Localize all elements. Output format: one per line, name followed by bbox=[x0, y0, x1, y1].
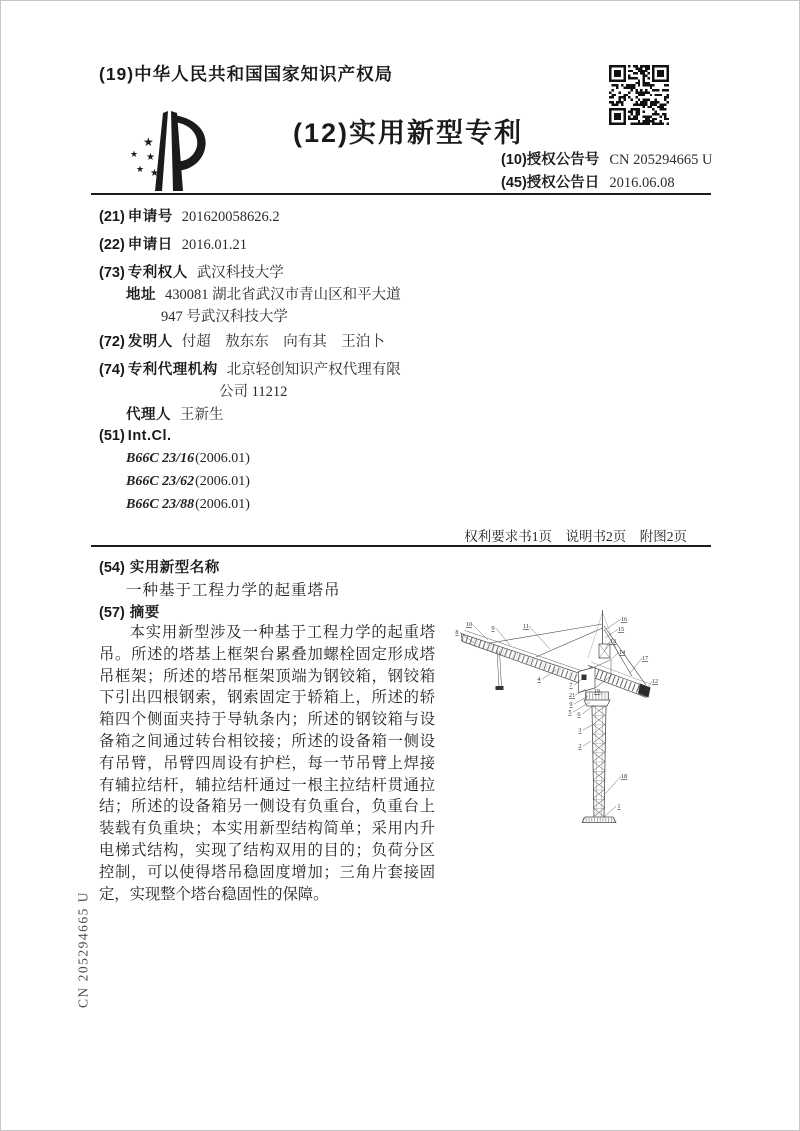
qr-module bbox=[611, 101, 613, 103]
qr-module bbox=[643, 79, 645, 81]
qr-module bbox=[643, 84, 645, 86]
qr-module bbox=[647, 99, 649, 101]
counterweight-block bbox=[638, 684, 651, 698]
qr-module bbox=[643, 120, 645, 122]
star-icon: ★ bbox=[150, 168, 159, 179]
qr-module bbox=[635, 113, 637, 115]
qr-module bbox=[628, 75, 630, 77]
leader-line bbox=[472, 624, 488, 640]
figure-label: 9 bbox=[569, 701, 573, 708]
qr-module bbox=[645, 70, 647, 72]
figure-label: 3 bbox=[578, 727, 582, 734]
star-icon: ★ bbox=[143, 135, 154, 149]
qr-module bbox=[638, 111, 640, 113]
trolley-hoist bbox=[496, 651, 504, 690]
qr-module bbox=[614, 94, 616, 96]
logo-left-bar bbox=[155, 111, 168, 191]
qr-module bbox=[657, 89, 659, 91]
qr-module bbox=[657, 123, 659, 125]
qr-module bbox=[645, 120, 647, 122]
qr-module bbox=[631, 87, 633, 89]
qr-module bbox=[647, 67, 649, 69]
qr-module bbox=[638, 103, 640, 105]
invention-title: 一种基于工程力学的起重塔吊 bbox=[126, 582, 341, 599]
qr-module bbox=[626, 84, 628, 86]
qr-module bbox=[659, 120, 661, 122]
qr-module bbox=[621, 96, 623, 98]
ipc-code-row: B66C 23/62(2006.01) bbox=[126, 474, 250, 489]
qr-module bbox=[650, 103, 652, 105]
qr-module bbox=[623, 87, 625, 89]
pub-date-label: (45)授权公告日 bbox=[501, 175, 600, 191]
qr-module bbox=[667, 84, 669, 86]
qr-module bbox=[645, 103, 647, 105]
qr-module bbox=[635, 96, 637, 98]
qr-module bbox=[611, 89, 613, 91]
leader-line bbox=[496, 628, 510, 645]
qr-module bbox=[667, 96, 669, 98]
qr-module bbox=[655, 118, 657, 120]
qr-module bbox=[640, 103, 642, 105]
cnipa-logo bbox=[119, 101, 219, 203]
qr-module bbox=[667, 123, 669, 125]
qr-module bbox=[640, 91, 642, 93]
qr-module bbox=[664, 89, 666, 91]
qr-module bbox=[609, 91, 611, 93]
qr-module bbox=[662, 113, 664, 115]
qr-module bbox=[667, 118, 669, 120]
qr-module bbox=[655, 99, 657, 101]
qr-module bbox=[645, 118, 647, 120]
qr-module bbox=[626, 94, 628, 96]
qr-module bbox=[628, 96, 630, 98]
qr-module bbox=[655, 113, 657, 115]
application-number-row: (21) 申请号 201620058626.2 bbox=[99, 209, 280, 225]
qr-module bbox=[652, 120, 654, 122]
qr-module bbox=[628, 84, 630, 86]
star-icon: ★ bbox=[146, 152, 155, 163]
qr-module bbox=[635, 82, 637, 84]
qr-module bbox=[614, 84, 616, 86]
leader-line bbox=[529, 626, 550, 649]
qr-module bbox=[631, 89, 633, 91]
qr-module bbox=[635, 77, 637, 79]
qr-module bbox=[645, 67, 647, 69]
qr-module bbox=[640, 94, 642, 96]
address-row: 地址 430081 湖北省武汉市青山区和平大道 bbox=[126, 287, 401, 303]
qr-module bbox=[662, 89, 664, 91]
qr-module bbox=[647, 72, 649, 74]
qr-module bbox=[611, 94, 613, 96]
qr-module bbox=[638, 120, 640, 122]
qr-module bbox=[616, 87, 618, 89]
leader-line bbox=[610, 652, 619, 660]
qr-module bbox=[621, 101, 623, 103]
pages-info: 权利要求书1页 说明书2页 附图2页 bbox=[464, 529, 687, 544]
qr-module bbox=[616, 103, 618, 105]
qr-module bbox=[638, 94, 640, 96]
qr-module bbox=[638, 84, 640, 86]
leader-line bbox=[583, 741, 591, 746]
qr-module bbox=[664, 96, 666, 98]
qr-module bbox=[638, 67, 640, 69]
qr-module bbox=[645, 84, 647, 86]
figure-label: 13 bbox=[609, 638, 617, 645]
qr-module bbox=[640, 72, 642, 74]
qr-module bbox=[628, 87, 630, 89]
qr-module bbox=[635, 108, 637, 110]
qr-module bbox=[628, 65, 630, 67]
qr-module bbox=[647, 91, 649, 93]
qr-module bbox=[664, 108, 666, 110]
qr-module bbox=[652, 118, 654, 120]
qr-module bbox=[643, 72, 645, 74]
figure-label: 7 bbox=[569, 682, 573, 689]
qr-module bbox=[635, 91, 637, 93]
leader-line bbox=[542, 670, 556, 679]
qr-module bbox=[664, 115, 666, 117]
qr-module bbox=[647, 65, 649, 67]
qr-module bbox=[635, 103, 637, 105]
qr-module bbox=[619, 101, 621, 103]
qr-module bbox=[628, 91, 630, 93]
figure-label: 18 bbox=[620, 773, 628, 780]
qr-module bbox=[657, 94, 659, 96]
qr-module bbox=[650, 106, 652, 108]
figure-label: 5 bbox=[568, 709, 572, 716]
qr-module bbox=[643, 103, 645, 105]
qr-module bbox=[647, 82, 649, 84]
qr-module bbox=[619, 99, 621, 101]
qr-module bbox=[643, 82, 645, 84]
qr-module bbox=[645, 99, 647, 101]
doc-type-title bbox=[293, 111, 523, 150]
qr-module bbox=[659, 108, 661, 110]
cab-window bbox=[582, 675, 587, 681]
figure-label: 10 bbox=[465, 621, 473, 628]
qr-module bbox=[640, 101, 642, 103]
qr-module bbox=[643, 106, 645, 108]
qr-module bbox=[633, 115, 635, 117]
qr-module bbox=[638, 91, 640, 93]
qr-module bbox=[662, 123, 664, 125]
figure-label: 16 bbox=[620, 616, 628, 623]
tower-base bbox=[582, 817, 616, 823]
qr-module bbox=[631, 108, 633, 110]
qr-module bbox=[628, 115, 630, 117]
qr-module bbox=[652, 123, 654, 125]
ipc-code-row: B66C 23/88(2006.01) bbox=[126, 497, 250, 512]
address-row-2: 947 号武汉科技大学 bbox=[161, 309, 288, 325]
qr-module bbox=[645, 91, 647, 93]
qr-module bbox=[643, 65, 645, 67]
qr-module bbox=[645, 75, 647, 77]
qr-module bbox=[643, 115, 645, 117]
qr-module bbox=[640, 89, 642, 91]
qr-module bbox=[659, 123, 661, 125]
qr-module bbox=[659, 115, 661, 117]
qr-module bbox=[638, 123, 640, 125]
qr-module bbox=[614, 103, 616, 105]
qr-module bbox=[647, 84, 649, 86]
qr-module bbox=[657, 101, 659, 103]
agency-row: (74) 专利代理机构 北京轻创知识产权代理有限 bbox=[99, 362, 401, 378]
qr-module bbox=[623, 96, 625, 98]
qr-module bbox=[655, 111, 657, 113]
qr-module bbox=[650, 84, 652, 86]
qr-module bbox=[633, 84, 635, 86]
qr-module bbox=[657, 113, 659, 115]
qr-module bbox=[621, 103, 623, 105]
qr-module bbox=[643, 101, 645, 103]
qr-module bbox=[631, 123, 633, 125]
qr-module bbox=[616, 101, 618, 103]
qr-module bbox=[633, 72, 635, 74]
qr-module bbox=[655, 89, 657, 91]
qr-module bbox=[619, 96, 621, 98]
qr-module bbox=[628, 70, 630, 72]
qr-module bbox=[659, 106, 661, 108]
qr-module bbox=[652, 101, 654, 103]
ipc-heading-row: (51) Int.Cl. bbox=[99, 428, 172, 444]
qr-module bbox=[645, 115, 647, 117]
qr-module bbox=[645, 89, 647, 91]
qr-module bbox=[655, 101, 657, 103]
qr-module bbox=[645, 101, 647, 103]
qr-module bbox=[635, 118, 637, 120]
qr-module bbox=[647, 106, 649, 108]
qr-module bbox=[611, 103, 613, 105]
qr-module bbox=[623, 99, 625, 101]
qr-module bbox=[643, 75, 645, 77]
doc-type-num: (12) bbox=[293, 118, 350, 148]
qr-module bbox=[633, 77, 635, 79]
qr-module bbox=[628, 77, 630, 79]
qr-module bbox=[643, 99, 645, 101]
figure-label: 9 bbox=[491, 625, 495, 632]
qr-module bbox=[640, 70, 642, 72]
qr-module bbox=[638, 79, 640, 81]
qr-module bbox=[633, 65, 635, 67]
qr-module bbox=[631, 70, 633, 72]
qr-module bbox=[650, 87, 652, 89]
qr-module bbox=[609, 96, 611, 98]
figure-label: 17 bbox=[641, 655, 649, 662]
qr-module bbox=[638, 99, 640, 101]
qr-module bbox=[643, 77, 645, 79]
qr-module bbox=[635, 111, 637, 113]
qr-module bbox=[650, 115, 652, 117]
qr-module bbox=[631, 111, 633, 113]
qr-module bbox=[638, 70, 640, 72]
qr-module bbox=[659, 94, 661, 96]
pub-date-row bbox=[501, 171, 675, 192]
qr-module bbox=[650, 101, 652, 103]
qr-module bbox=[662, 106, 664, 108]
qr-module bbox=[635, 115, 637, 117]
qr-module bbox=[631, 77, 633, 79]
qr-module bbox=[652, 103, 654, 105]
qr-module bbox=[611, 96, 613, 98]
qr-module bbox=[633, 87, 635, 89]
logo-stars bbox=[130, 135, 159, 179]
qr-module bbox=[655, 123, 657, 125]
section-divider bbox=[91, 545, 711, 547]
qr-module bbox=[635, 72, 637, 74]
abstract-section-heading: (57) 摘要 bbox=[99, 605, 160, 621]
abstract-text: 本实用新型涉及一种基于工程力学的起重塔吊。所述的塔基上框架台累叠加螺栓固定形成塔吊框架；所述的塔吊框架顶端为钢铰箱，钢铰箱下引出四根钢索，钢索固定于轿箱上，所述的轿箱四个侧面夹持于导轨条内；所述的钢铰箱与设备箱之间通过转台相铰接；所述的设备箱一侧设有吊臂，吊臂四周设有护栏，每一节吊臂上焊接有辅拉结杆，辅拉结杆通过一根主拉结杆贯通拉结；所述的设备箱另一侧设有负重台，负重台上装载有负重块；本实用新型结构简单；采用内升电梯式结构，实现了结构双用的目的；负荷分区控制，可以使得塔吊稳固度增加；三角片套接固定，实现整个塔台稳固性的保障。 bbox=[99, 624, 435, 903]
qr-module bbox=[657, 106, 659, 108]
qr-module bbox=[667, 94, 669, 96]
office-num: (19) bbox=[99, 64, 135, 84]
qr-module bbox=[631, 99, 633, 101]
qr-module bbox=[664, 84, 666, 86]
qr-module bbox=[643, 111, 645, 113]
qr-module bbox=[626, 87, 628, 89]
qr-module bbox=[655, 94, 657, 96]
cnipa-logo-graphic bbox=[119, 101, 219, 203]
qr-module bbox=[633, 103, 635, 105]
qr-module bbox=[664, 118, 666, 120]
figure-label: 1 bbox=[617, 803, 621, 810]
qr-module bbox=[640, 65, 642, 67]
qr-module bbox=[631, 118, 633, 120]
qr-module bbox=[664, 99, 666, 101]
figure-label: 2 bbox=[578, 743, 582, 750]
qr-module bbox=[635, 67, 637, 69]
qr-module bbox=[628, 111, 630, 113]
figure-label: 12 bbox=[651, 678, 659, 685]
pub-number-value: CN 205294665 U bbox=[609, 152, 713, 168]
qr-module bbox=[652, 113, 654, 115]
qr-code-graphic bbox=[609, 65, 669, 125]
qr-module bbox=[609, 101, 611, 103]
star-icon: ★ bbox=[136, 164, 145, 174]
title-section-heading: (54) 实用新型名称 bbox=[99, 560, 220, 576]
agency-row-2: 公司 11212 bbox=[219, 384, 288, 400]
crane-jib bbox=[461, 631, 589, 687]
qr-module bbox=[640, 123, 642, 125]
patentee-row: (73) 专利权人 武汉科技大学 bbox=[99, 265, 284, 281]
qr-module bbox=[643, 91, 645, 93]
qr-module bbox=[635, 65, 637, 67]
figure-label: 15 bbox=[617, 626, 625, 633]
qr-module bbox=[616, 84, 618, 86]
qr-module bbox=[655, 103, 657, 105]
tower-mast bbox=[592, 706, 606, 817]
qr-module bbox=[645, 123, 647, 125]
figure-label: 21 bbox=[568, 692, 576, 699]
qr-module bbox=[662, 103, 664, 105]
tower-crane-drawing bbox=[436, 596, 726, 846]
pub-number-row bbox=[501, 148, 712, 169]
qr-module bbox=[667, 89, 669, 91]
qr-module bbox=[628, 118, 630, 120]
qr-module bbox=[633, 123, 635, 125]
qr-module bbox=[631, 113, 633, 115]
qr-module bbox=[643, 94, 645, 96]
tower-top bbox=[588, 610, 618, 658]
qr-module bbox=[662, 108, 664, 110]
figure-label: 4 bbox=[537, 676, 541, 683]
qr-module bbox=[638, 82, 640, 84]
qr-module bbox=[647, 115, 649, 117]
star-icon: ★ bbox=[130, 149, 139, 159]
qr-module bbox=[633, 108, 635, 110]
qr-module bbox=[623, 94, 625, 96]
qr-module bbox=[635, 101, 637, 103]
qr-module bbox=[631, 84, 633, 86]
doc-type-text: 实用新型专利 bbox=[349, 118, 524, 148]
qr-module bbox=[621, 84, 623, 86]
qr-module bbox=[647, 77, 649, 79]
leader-line bbox=[605, 776, 621, 794]
qr-module bbox=[667, 101, 669, 103]
qr-module bbox=[664, 113, 666, 115]
qr-module bbox=[635, 89, 637, 91]
office-name: 中华人民共和国国家知识产权局 bbox=[134, 64, 394, 84]
header-divider bbox=[91, 193, 711, 195]
side-publication-code: CN 205294665 U bbox=[75, 891, 91, 1009]
qr-module bbox=[643, 70, 645, 72]
leader-line bbox=[604, 806, 616, 817]
ipc-code-row: B66C 23/16(2006.01) bbox=[126, 451, 250, 466]
qr-module bbox=[638, 113, 640, 115]
patent-figure bbox=[436, 596, 726, 846]
pub-date-value: 2016.06.08 bbox=[609, 175, 675, 191]
qr-module bbox=[619, 91, 621, 93]
figure-label: 14 bbox=[618, 649, 626, 656]
pub-number-label: (10)授权公告号 bbox=[501, 152, 600, 168]
header-office bbox=[99, 61, 393, 86]
qr-module bbox=[647, 123, 649, 125]
figure-label: 19 bbox=[593, 688, 601, 695]
qr-module bbox=[652, 89, 654, 91]
qr-module bbox=[650, 120, 652, 122]
figure-labels bbox=[455, 616, 658, 817]
qr-module bbox=[643, 123, 645, 125]
qr-module bbox=[659, 103, 661, 105]
qr-module bbox=[611, 84, 613, 86]
leader-line bbox=[583, 725, 592, 730]
qr-module bbox=[645, 82, 647, 84]
qr-code bbox=[609, 65, 669, 125]
application-date-row: (22) 申请日 2016.01.21 bbox=[99, 237, 248, 253]
figure-label: 11 bbox=[522, 623, 530, 630]
figure-label: 6 bbox=[577, 711, 581, 718]
qr-module bbox=[650, 94, 652, 96]
qr-module bbox=[647, 118, 649, 120]
figure-label: 8 bbox=[455, 629, 459, 636]
qr-module bbox=[640, 67, 642, 69]
qr-module bbox=[638, 108, 640, 110]
qr-module bbox=[635, 123, 637, 125]
qr-module bbox=[652, 84, 654, 86]
qr-module bbox=[633, 118, 635, 120]
inventors-row: (72) 发明人 付超 敖东东 向有其 王泊卜 bbox=[99, 334, 385, 350]
qr-module bbox=[652, 108, 654, 110]
qr-module bbox=[645, 65, 647, 67]
agent-row: 代理人 王新生 bbox=[126, 407, 224, 423]
qr-module bbox=[647, 120, 649, 122]
qr-module bbox=[664, 103, 666, 105]
